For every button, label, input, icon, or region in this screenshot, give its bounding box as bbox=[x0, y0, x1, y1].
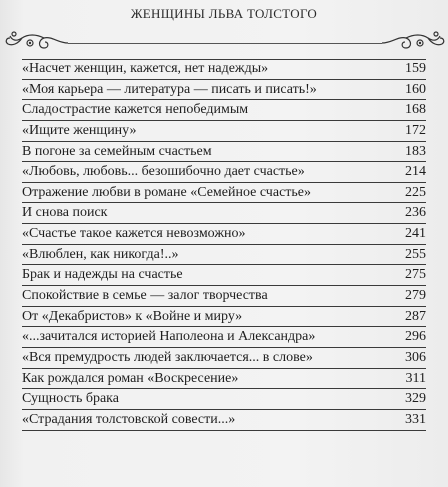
toc-entry bbox=[22, 121, 426, 142]
toc-entry-page-number: 331 bbox=[405, 411, 426, 427]
toc-entry-page-number: 183 bbox=[405, 143, 426, 159]
toc-entry bbox=[22, 286, 426, 307]
toc-entry bbox=[22, 224, 426, 245]
toc-entry-title: Брак и надежды на счастье bbox=[22, 267, 183, 283]
toc-entry-page-number: 329 bbox=[405, 391, 426, 407]
toc-entry-title: «Ищите женщину» bbox=[22, 122, 137, 138]
toc-entry-page-number: 172 bbox=[405, 122, 426, 138]
ornament-left-icon bbox=[2, 28, 72, 52]
running-header-title: ЖЕНЩИНЫ ЛЬВА ТОЛСТОГО bbox=[130, 6, 318, 21]
toc-entry-page-number: 225 bbox=[405, 184, 426, 200]
toc-entry-title: И снова поиск bbox=[22, 205, 108, 221]
toc-entry bbox=[22, 203, 426, 224]
toc-entry-title: Спокойствие в семье — залог творчества bbox=[22, 288, 268, 304]
toc-entry-title: Как рождался роман «Воскресение» bbox=[22, 370, 239, 386]
toc-entry-title: «Насчет женщин, кажется, нет надежды» bbox=[22, 61, 269, 76]
toc-entry-page-number: 214 bbox=[405, 164, 426, 180]
toc-entry-title: «Любовь, любовь... безошибочно дает счастье» bbox=[22, 164, 305, 180]
toc-entry-page-number: 168 bbox=[405, 102, 426, 118]
toc-entry-page-number: 236 bbox=[405, 205, 426, 221]
toc-entry bbox=[22, 142, 426, 163]
toc-entry-title: «...зачитался историей Наполеона и Александра» bbox=[22, 329, 316, 345]
header-rule bbox=[68, 43, 382, 44]
toc-entry-title: «Страдания толстовской совести...» bbox=[22, 411, 236, 427]
toc-entry-page-number: 279 bbox=[405, 288, 426, 304]
toc-entry-page-number: 241 bbox=[405, 226, 426, 242]
table-of-contents bbox=[22, 59, 426, 431]
toc-entry bbox=[22, 80, 426, 101]
toc-entry-title: Отражение любви в романе «Семейное счастье» bbox=[22, 184, 311, 200]
toc-entry bbox=[22, 59, 426, 80]
toc-entry-title: От «Декабристов» к «Войне и миру» bbox=[22, 308, 243, 324]
toc-entry bbox=[22, 389, 426, 410]
running-header bbox=[0, 0, 448, 56]
ornament-right-icon bbox=[378, 28, 448, 52]
toc-entry bbox=[22, 245, 426, 266]
toc-entry-title: «Счастье такое кажется невозможно» bbox=[22, 226, 246, 242]
toc-entry bbox=[22, 100, 426, 121]
toc-entry-page-number: 160 bbox=[405, 81, 426, 97]
toc-entry-page-number: 287 bbox=[405, 308, 426, 324]
toc-entry-page-number: 311 bbox=[405, 370, 426, 386]
toc-entry bbox=[22, 307, 426, 328]
toc-entry-title: В погоне за семейным счастьем bbox=[22, 143, 212, 159]
toc-entry-title: «Влюблен, как никогда!..» bbox=[22, 246, 179, 262]
toc-entry bbox=[22, 183, 426, 204]
toc-entry-page-number: 159 bbox=[405, 61, 426, 76]
toc-entry-title: Сладострастие кажется непобедимым bbox=[22, 102, 249, 118]
toc-entry bbox=[22, 327, 426, 348]
toc-entry bbox=[22, 265, 426, 286]
toc-entry bbox=[22, 348, 426, 369]
toc-entry-page-number: 255 bbox=[405, 246, 426, 262]
toc-entry bbox=[22, 410, 426, 431]
toc-entry-page-number: 275 bbox=[405, 267, 426, 283]
toc-entry-title: Сущность брака bbox=[22, 391, 119, 407]
toc-entry-page-number: 306 bbox=[405, 349, 426, 365]
toc-entry-title: «Вся премудрость людей заключается... в слове» bbox=[22, 349, 313, 365]
toc-entry-title: «Моя карьера — литература — писать и писать!» bbox=[22, 81, 317, 97]
toc-entry-page-number: 296 bbox=[405, 329, 426, 345]
toc-entry bbox=[22, 369, 426, 390]
toc-entry bbox=[22, 162, 426, 183]
